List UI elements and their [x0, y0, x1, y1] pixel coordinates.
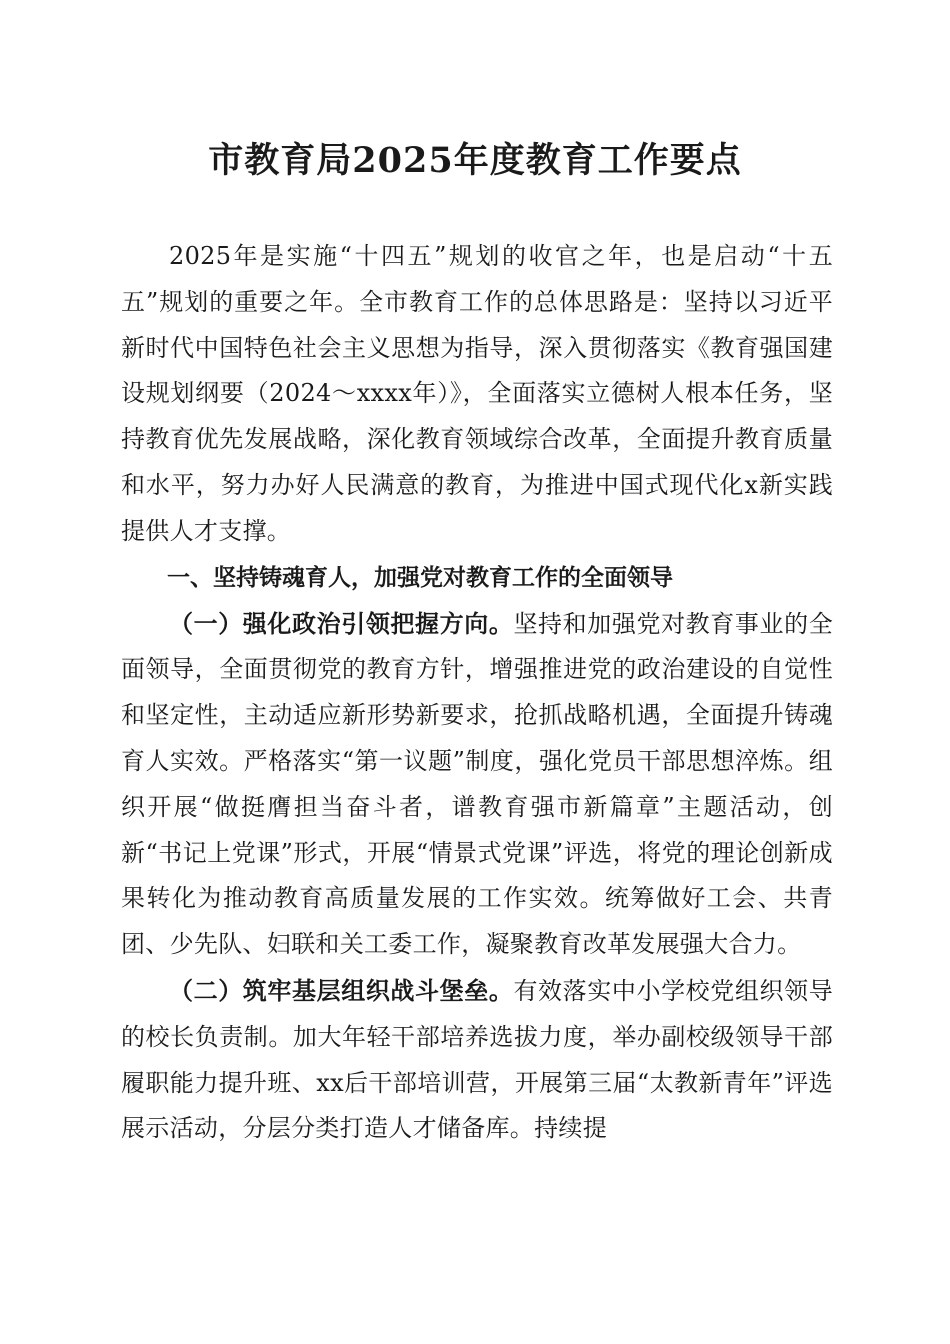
item-1-lead: （一）强化政治引领把握方向。 [169, 608, 514, 638]
item-1-paragraph [121, 601, 833, 968]
intro-paragraph: 2025年是实施“十四五”规划的收官之年，也是启动“十五五”规划的重要之年。全市教育工作的总体思路是：坚持以习近平新时代中国特色社会主义思想为指导，深入贯彻落实《教育强国建设规划纲要（2024～xxxx年）》，全面落实立德树人根本任务，坚持教育优先发展战略，深化教育领域综合改革，全面提升教育质量和水平，努力办好人民满意的教育，为推进中国式现代化x新实践提供人才支撑。 [121, 242, 833, 545]
item-2-lead: （二）筑牢基层组织战斗堡垒。 [169, 975, 514, 1005]
document-body [121, 234, 833, 1152]
item-2-body: 有效落实中小学校党组织领导的校长负责制。加大年轻干部培养选拔力度，举办副校级领导干部履职能力提升班、xx后干部培训营，开展第三届“太教新青年”评选展示活动，分层分类打造人才储备库。持续提 [121, 976, 833, 1143]
section-heading-1: 一、坚持铸魂育人，加强党对教育工作的全面领导 [167, 564, 673, 591]
document-title: 市教育局2025年度教育工作要点 [208, 140, 742, 181]
item-1-body: 坚持和加强党对教育事业的全面领导，全面贯彻党的教育方针，增强推进党的政治建设的自觉性和坚定性，主动适应新形势新要求，抢抓战略机遇，全面提升铸魂育人实效。严格落实“第一议题”制度，强化党员干部思想淬炼。组织开展“做挺膺担当奋斗者，谱教育强市新篇章”主题活动，创新“书记上党课”形式，开展“情景式党课”评选，将党的理论创新成果转化为推动教育高质量发展的工作实效。统筹做好工会、共青团、少先队、妇联和关工委工作，凝聚教育改革发展强大合力。 [121, 609, 833, 959]
item-2-paragraph [121, 968, 833, 1152]
